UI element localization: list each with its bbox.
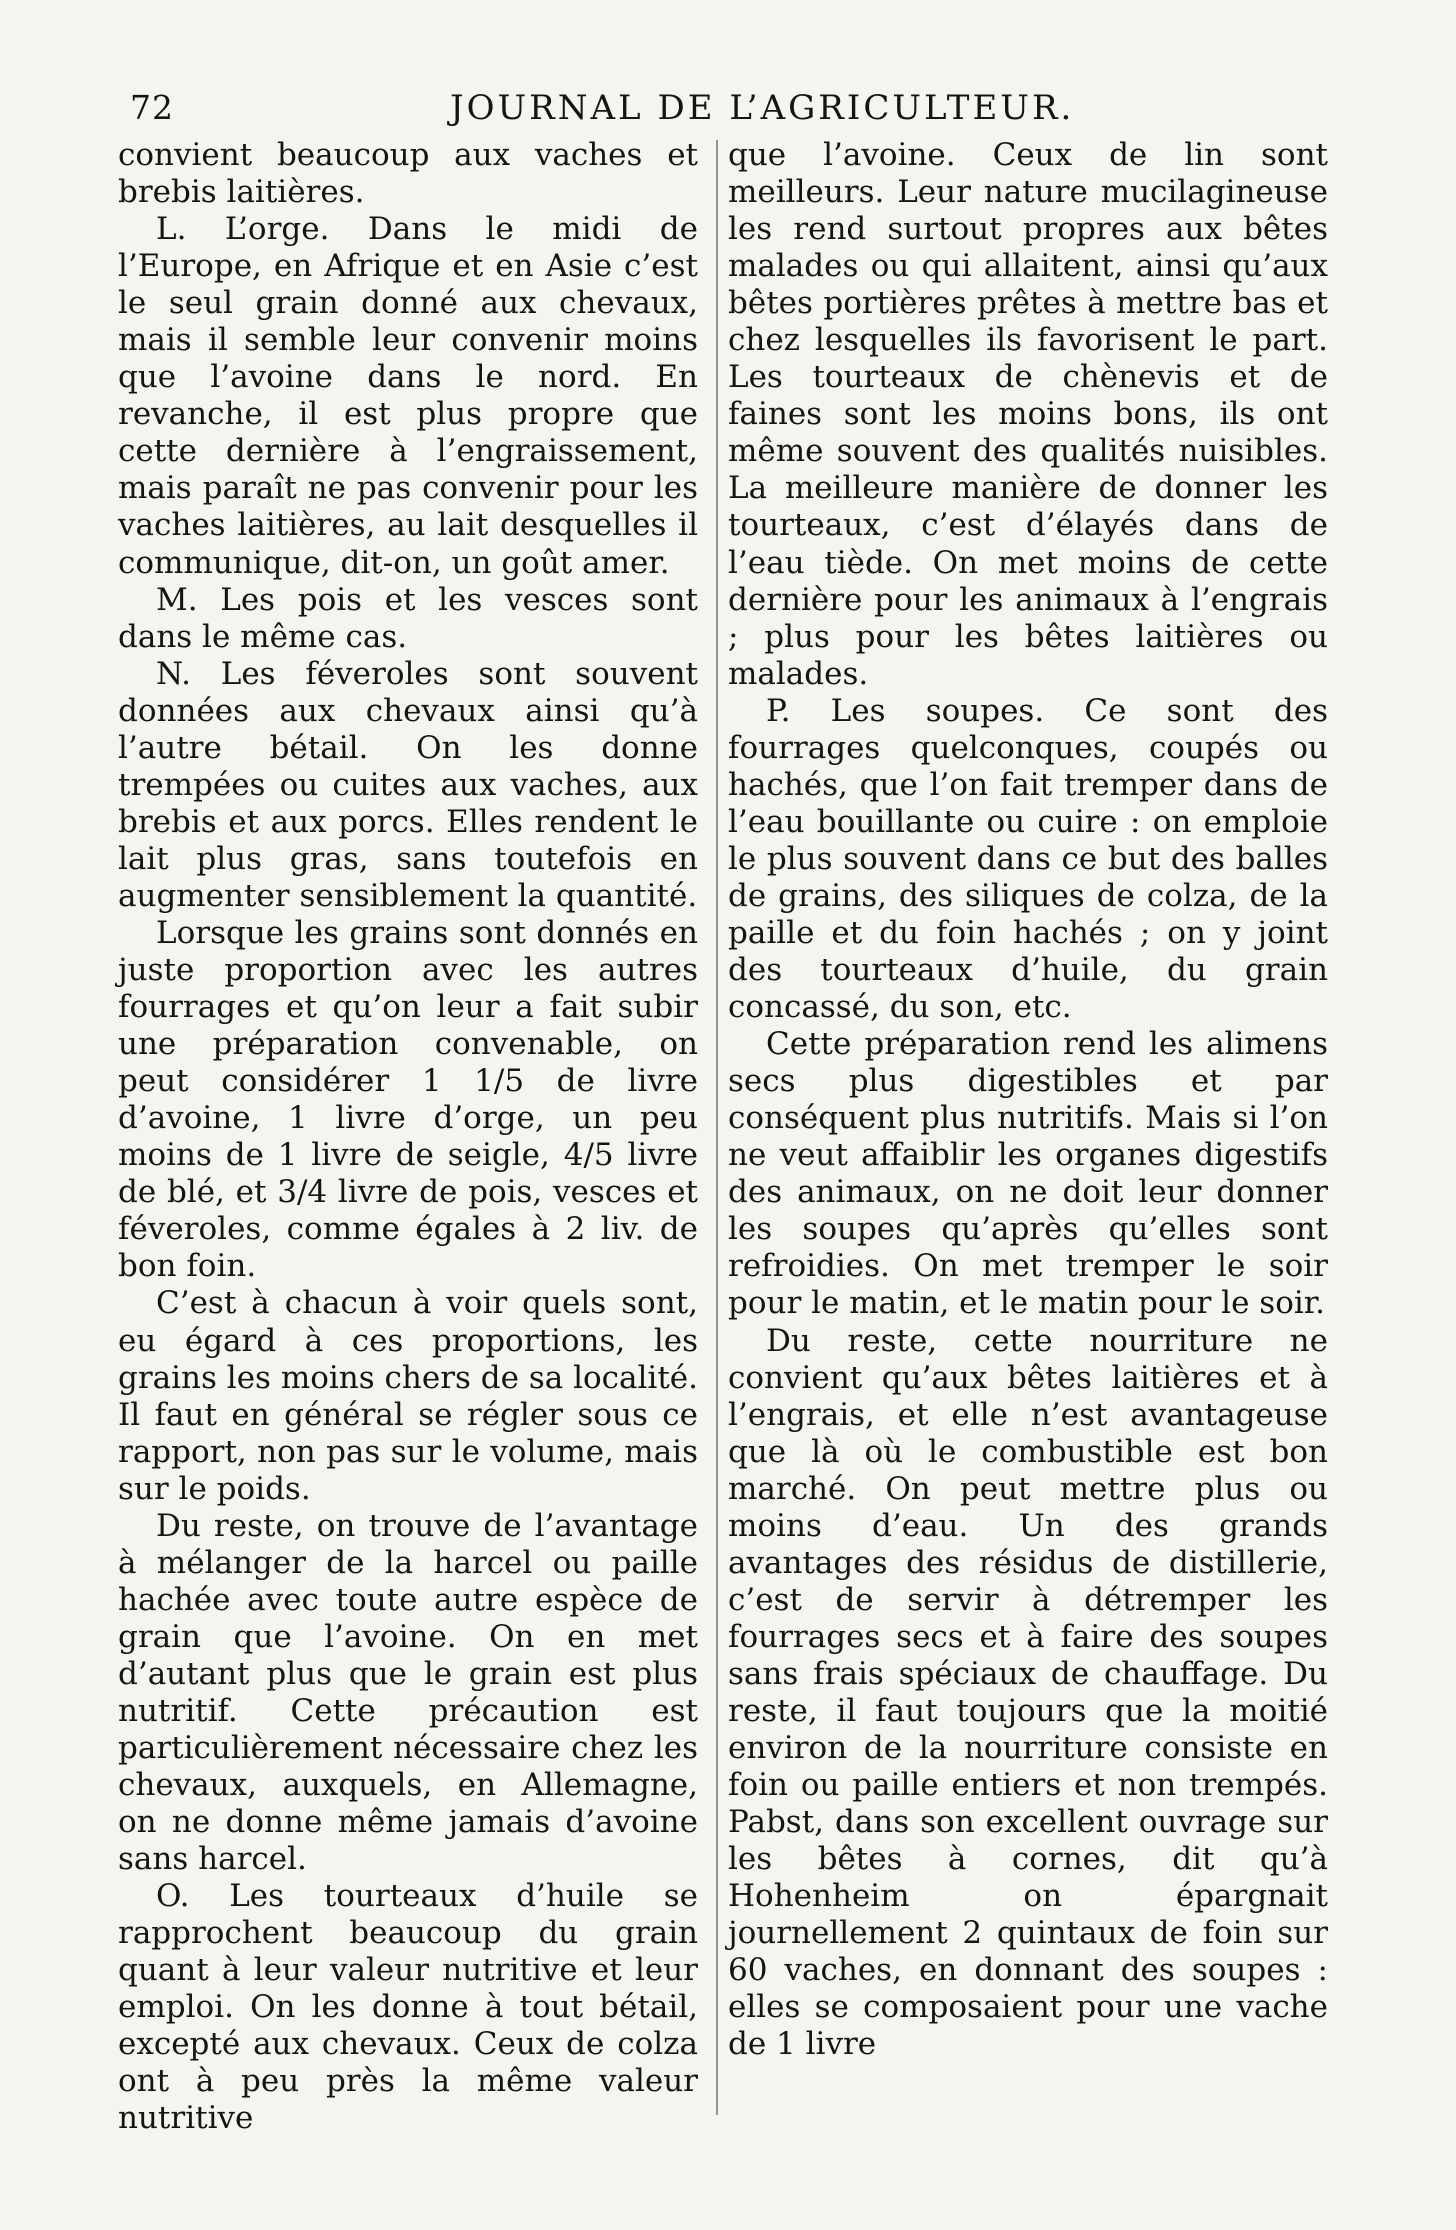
running-title: JOURNAL DE L’AGRICULTEUR.	[450, 88, 1075, 128]
paragraph: O. Les tourteaux d’huile se rapprochent beaucoup du grain quant à leur valeur nutritive et leur emploi. On les donne à tout bétail, excepté aux chevaux. Ceux de colza ont à peu près la même valeur nutritive	[118, 1878, 698, 2137]
page-number: 72	[130, 88, 174, 127]
paragraph: Cette préparation rend les alimens secs plus digestibles et par conséquent plus nutritifs. Mais si l’on ne veut affaiblir les organes digestifs des animaux, on ne doit leur donner les soupes qu’après qu’elles sont refroidies. On met tremper le soir pour le matin, et le matin pour le soir.	[728, 1026, 1328, 1322]
page-header	[120, 88, 1325, 138]
right-column	[728, 137, 1328, 2063]
paragraph: N. Les féveroles sont souvent données aux chevaux ainsi qu’à l’autre bétail. On les donne trempées ou cuites aux vaches, aux brebis et aux porcs. Elles rendent le lait plus gras, sans toutefois en augmenter sensiblement la quantité.	[118, 655, 698, 914]
paragraph: que l’avoine. Ceux de lin sont meilleurs. Leur nature mucilagineuse les rend surtout propres aux bêtes malades ou qui allaitent, ainsi qu’aux bêtes portières prêtes à mettre bas et chez lesquelles ils favorisent le part. Les tourteaux de chènevis et de faines sont les moins bons, ils ont même souvent des qualités nuisibles. La meilleure manière de donner les tourteaux, c’est d’élayés dans de l’eau tiède. On met moins de cette dernière pour les animaux à l’engrais ; plus pour les bêtes laitières ou malades.	[728, 137, 1328, 692]
paragraph: P. Les soupes. Ce sont des fourrages quelconques, coupés ou hachés, que l’on fait tremper dans de l’eau bouillante ou cuire : on emploie le plus souvent dans ce but des balles de grains, des siliques de colza, de la paille et du foin hachés ; on y joint des tourteaux d’huile, du grain concassé, du son, etc.	[728, 692, 1328, 1026]
paragraph: M. Les pois et les vesces sont dans le même cas.	[118, 581, 698, 655]
left-column	[118, 137, 698, 2138]
paragraph: Du reste, cette nourriture ne convient qu’aux bêtes laitières et à l’engrais, et elle n’est avantageuse que là où le combustible est bon marché. On peut mettre plus ou moins d’eau. Un des grands avantages des résidus de distillerie, c’est de servir à détremper les fourrages secs et à faire des soupes sans frais spéciaux de chauffage. Du reste, il faut toujours que la moitié environ de la nourriture consiste en foin ou paille entiers et non trempés. Pabst, dans son excellent ouvrage sur les bêtes à cornes, dit qu’à Hohenheim on épargnait journellement 2 quintaux de foin sur 60 vaches, en donnant des soupes : elles se composaient pour une vache de 1 livre	[728, 1322, 1328, 2063]
column-divider	[716, 140, 718, 2115]
paragraph: Du reste, on trouve de l’avantage à mélanger de la harcel ou paille hachée avec toute autre espèce de grain que l’avoine. On en met d’autant plus que le grain est plus nutritif. Cette précaution est particulièrement nécessaire chez les chevaux, auxquels, en Allemagne, on ne donne même jamais d’avoine sans harcel.	[118, 1507, 698, 1878]
paragraph: convient beaucoup aux vaches et brebis laitières.	[118, 137, 698, 211]
paragraph: Lorsque les grains sont donnés en juste proportion avec les autres fourrages et qu’on leur a fait subir une préparation convenable, on peut considérer 1 1/5 de livre d’avoine, 1 livre d’orge, un peu moins de 1 livre de seigle, 4/5 livre de blé, et 3/4 livre de pois, vesces et féveroles, comme égales à 2 liv. de bon foin.	[118, 914, 698, 1285]
paragraph: L. L’orge. Dans le midi de l’Europe, en Afrique et en Asie c’est le seul grain donné aux chevaux, mais il semble leur convenir moins que l’avoine dans le nord. En revanche, il est plus propre que cette dernière à l’engraissement, mais paraît ne pas convenir pour les vaches laitières, au lait desquelles il communique, dit-on, un goût amer.	[118, 211, 698, 581]
paragraph: C’est à chacun à voir quels sont, eu égard à ces proportions, les grains les moins chers de sa localité. Il faut en général se régler sous ce rapport, non pas sur le volume, mais sur le poids.	[118, 1285, 698, 1507]
